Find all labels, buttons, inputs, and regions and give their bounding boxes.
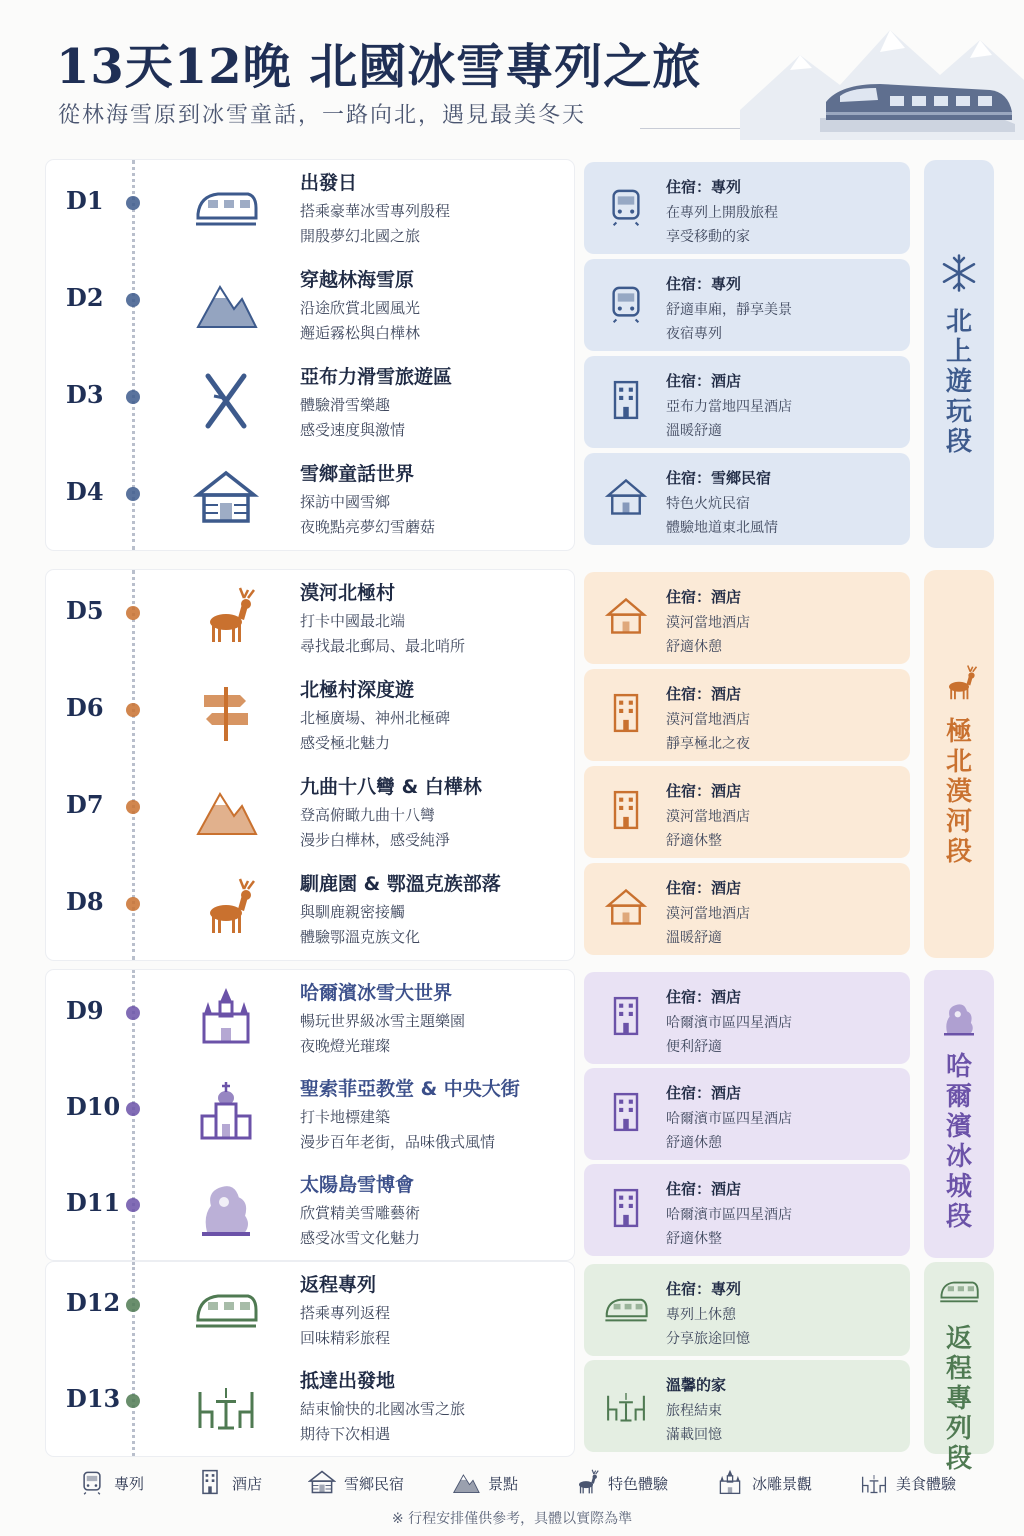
timeline-dot <box>126 293 140 307</box>
ski-icon <box>191 368 261 432</box>
snow-sculpture-icon <box>191 1176 261 1240</box>
segment-label <box>924 570 994 958</box>
segment-label <box>924 1262 994 1474</box>
activity-title: 返程專列 <box>300 1274 377 1296</box>
activity-line: 夜晚點亮夢幻雪蘑菇 <box>300 518 436 536</box>
stay-line: 特色火炕民宿 <box>666 496 750 512</box>
mountain-icon <box>452 1468 480 1496</box>
activity-title: 聖索菲亞教堂 & 中央大街 <box>300 1078 520 1100</box>
stay-title: 住宿：酒店 <box>666 988 742 1006</box>
train-icon <box>191 174 261 238</box>
timeline-dot <box>126 897 140 911</box>
activity-title: 穿越林海雪原 <box>300 269 415 291</box>
stay-card <box>584 162 910 254</box>
activity-line: 漫步百年老街，品味俄式風情 <box>300 1133 496 1151</box>
activity-title: 九曲十八彎 & 白樺林 <box>300 776 482 798</box>
day-row <box>46 667 910 763</box>
stay-line: 哈爾濱市區四星酒店 <box>666 1015 792 1031</box>
stay-title: 住宿：專列 <box>666 275 742 293</box>
day-row <box>46 160 910 256</box>
hotel-icon <box>604 1186 648 1230</box>
timeline-dot <box>126 487 140 501</box>
day-row <box>46 861 910 957</box>
mountain-icon <box>191 271 261 335</box>
timeline-dot <box>126 1006 140 1020</box>
stay-line: 漠河當地酒店 <box>666 615 750 631</box>
stay-line: 在專列上開殷旅程 <box>666 205 778 221</box>
segment-title: 返程專列段 <box>945 1324 972 1474</box>
dining-icon <box>191 1372 261 1436</box>
legend-label: 專列 <box>114 1475 145 1493</box>
hotel-icon <box>604 691 648 735</box>
day-number: D10 <box>66 1092 121 1121</box>
stay-title: 住宿：雪鄉民宿 <box>666 469 772 487</box>
cabin-icon <box>308 1468 336 1496</box>
day-number: D6 <box>66 693 104 722</box>
stay-line: 滿載回憶 <box>666 1427 722 1443</box>
activity-title: 雪鄉童話世界 <box>300 463 415 485</box>
stay-line: 體驗地道東北風情 <box>666 520 778 536</box>
timeline-dot <box>126 1102 140 1116</box>
stay-line: 哈爾濱市區四星酒店 <box>666 1111 792 1127</box>
stay-card <box>584 1164 910 1256</box>
activity-line: 北極廣場、神州北極碑 <box>300 709 451 727</box>
day-number: D13 <box>66 1384 121 1413</box>
house-icon <box>604 475 648 519</box>
segment-label <box>924 160 994 548</box>
stay-title: 住宿：酒店 <box>666 879 742 897</box>
day-number: D4 <box>66 477 104 506</box>
stay-line: 溫暖舒適 <box>666 930 722 946</box>
day-row <box>46 1358 910 1454</box>
segment-title: 極北漠河段 <box>945 717 972 867</box>
deer-icon <box>939 663 979 703</box>
legend-label: 冰雕景觀 <box>752 1475 813 1493</box>
stay-line: 舒適休憩 <box>666 1135 722 1151</box>
legend-label: 美食體驗 <box>896 1475 957 1493</box>
stay-title: 住宿：酒店 <box>666 1084 742 1102</box>
legend-label: 特色體驗 <box>608 1475 669 1493</box>
hotel-icon <box>604 994 648 1038</box>
ice-castle-icon <box>191 984 261 1048</box>
day-row <box>46 451 910 547</box>
timeline-dot <box>126 606 140 620</box>
activity-title: 哈爾濱冰雪大世界 <box>300 982 453 1004</box>
legend-label: 景點 <box>488 1475 519 1493</box>
stay-title: 住宿：酒店 <box>666 782 742 800</box>
dining-icon <box>860 1468 888 1496</box>
train-icon <box>939 1270 979 1310</box>
stay-line: 靜享極北之夜 <box>666 736 750 752</box>
stay-card <box>584 669 910 761</box>
day-number: D1 <box>66 186 104 215</box>
stay-line: 舒適休整 <box>666 833 722 849</box>
stay-line: 舒適休整 <box>666 1231 722 1247</box>
deer-icon <box>191 584 261 648</box>
stay-title: 住宿：酒店 <box>666 1180 742 1198</box>
snowy-mountains-train-illustration <box>740 0 1024 140</box>
dining-icon <box>604 1382 648 1426</box>
stay-card <box>584 453 910 545</box>
mountain-icon <box>191 778 261 842</box>
snowflake-icon <box>939 253 979 293</box>
ice-sculpture-icon <box>939 998 979 1038</box>
stay-card <box>584 766 910 858</box>
stay-line: 夜宿專列 <box>666 326 722 342</box>
timeline-dot <box>126 703 140 717</box>
house-icon <box>604 594 648 638</box>
activity-line: 感受速度與激情 <box>300 421 406 439</box>
cabin-icon <box>191 465 261 529</box>
activity-line: 結束愉快的北國冰雪之旅 <box>300 1400 466 1418</box>
day-row <box>46 1262 910 1358</box>
stay-card <box>584 572 910 664</box>
stay-line: 便利舒適 <box>666 1039 722 1055</box>
day-number: D9 <box>66 996 104 1025</box>
stay-card <box>584 972 910 1064</box>
activity-line: 欣賞精美雪雕藝術 <box>300 1204 421 1222</box>
activity-title: 亞布力滑雪旅遊區 <box>300 366 453 388</box>
hotel-icon <box>604 378 648 422</box>
stay-line: 亞布力當地四星酒店 <box>666 399 792 415</box>
train-icon <box>191 1276 261 1340</box>
segment-title: 北上遊玩段 <box>945 307 972 457</box>
stay-line: 漠河當地酒店 <box>666 809 750 825</box>
reindeer-icon <box>191 875 261 939</box>
timeline-dot <box>126 1198 140 1212</box>
stay-line: 旅程結束 <box>666 1403 722 1419</box>
day-row <box>46 257 910 353</box>
stay-line: 舒適休憩 <box>666 639 722 655</box>
train-icon <box>604 1286 648 1330</box>
activity-line: 登高俯瞰九曲十八彎 <box>300 806 436 824</box>
church-icon <box>191 1080 261 1144</box>
activity-line: 體驗滑雪樂趣 <box>300 396 391 414</box>
stay-line: 漠河當地酒店 <box>666 712 750 728</box>
activity-line: 打卡地標建築 <box>300 1108 391 1126</box>
activity-line: 尋找最北郵局、最北哨所 <box>300 637 466 655</box>
activity-line: 沿途欣賞北國風光 <box>300 299 421 317</box>
activity-line: 暢玩世界級冰雪主題樂園 <box>300 1012 466 1030</box>
timeline-dot <box>126 1298 140 1312</box>
deer-icon <box>572 1468 600 1496</box>
activity-title: 北極村深度遊 <box>300 679 415 701</box>
activity-line: 搭乘專列返程 <box>300 1304 391 1322</box>
timeline-dot <box>126 1394 140 1408</box>
day-row <box>46 570 910 666</box>
page-title: 13天12晚 北國冰雪專列之旅 <box>56 39 702 95</box>
day-row <box>46 764 910 860</box>
day-number: D7 <box>66 790 104 819</box>
header <box>0 0 1024 150</box>
stay-line: 溫暖舒適 <box>666 423 722 439</box>
day-number: D5 <box>66 596 104 625</box>
stay-title: 住宿：專列 <box>666 178 742 196</box>
day-row <box>46 1162 910 1258</box>
legend-label: 雪鄉民宿 <box>344 1475 405 1493</box>
stay-card <box>584 1068 910 1160</box>
activity-line: 夜晚燈光璀璨 <box>300 1037 391 1055</box>
activity-line: 與馴鹿親密接觸 <box>300 903 406 921</box>
train-front-icon <box>604 184 648 228</box>
hotel-icon <box>196 1468 224 1496</box>
stay-card <box>584 1360 910 1452</box>
stay-line: 漠河當地酒店 <box>666 906 750 922</box>
stay-card <box>584 1264 910 1356</box>
page-subtitle: 從林海雪原到冰雪童話，一路向北，遇見最美冬天 <box>58 103 587 128</box>
activity-line: 搭乘豪華冰雪專列殷程 <box>300 202 451 220</box>
stay-title: 住宿：酒店 <box>666 372 742 390</box>
stay-card <box>584 863 910 955</box>
activity-title: 抵達出發地 <box>300 1370 396 1392</box>
activity-title: 太陽島雪博會 <box>300 1174 415 1196</box>
stay-title: 住宿：專列 <box>666 1280 742 1298</box>
stay-title: 住宿：酒店 <box>666 685 742 703</box>
stay-line: 專列上休憩 <box>666 1307 736 1323</box>
ice-castle-icon <box>716 1468 744 1496</box>
day-row <box>46 970 910 1066</box>
day-number: D8 <box>66 887 104 916</box>
timeline-dot <box>126 800 140 814</box>
stay-card <box>584 259 910 351</box>
day-row <box>46 354 910 450</box>
day-number: D12 <box>66 1288 121 1317</box>
day-number: D11 <box>66 1188 121 1217</box>
activity-line: 打卡中國最北端 <box>300 612 406 630</box>
stay-card <box>584 356 910 448</box>
stay-line: 享受移動的家 <box>666 229 750 245</box>
activity-line: 開殷夢幻北國之旅 <box>300 227 421 245</box>
timeline-dot <box>126 196 140 210</box>
activity-line: 感受冰雪文化魅力 <box>300 1229 421 1247</box>
timeline-dot <box>126 390 140 404</box>
segment-label <box>924 970 994 1258</box>
stay-line: 分享旅途回憶 <box>666 1331 750 1347</box>
hotel-icon <box>604 788 648 832</box>
activity-title: 漠河北極村 <box>300 582 396 604</box>
day-number: D3 <box>66 380 104 409</box>
stay-title: 溫馨的家 <box>666 1376 727 1394</box>
activity-line: 邂逅霧松與白樺林 <box>300 324 421 342</box>
activity-title: 馴鹿園 & 鄂溫克族部落 <box>300 873 501 895</box>
activity-title: 出發日 <box>300 172 358 194</box>
day-row <box>46 1066 910 1162</box>
legend <box>0 1462 1024 1502</box>
activity-line: 探訪中國雪鄉 <box>300 493 391 511</box>
hotel-icon <box>604 1090 648 1134</box>
day-number: D2 <box>66 283 104 312</box>
activity-line: 體驗鄂溫克族文化 <box>300 928 421 946</box>
legend-label: 酒店 <box>232 1475 263 1493</box>
activity-line: 期待下次相遇 <box>300 1425 391 1443</box>
footnote: ※ 行程安排僅供參考，具體以實際為準 <box>391 1511 633 1527</box>
segment-title: 哈爾濱冰城段 <box>945 1052 972 1232</box>
train-front-icon <box>604 281 648 325</box>
activity-line: 回味精彩旅程 <box>300 1329 391 1347</box>
house-icon <box>604 885 648 929</box>
train-front-icon <box>78 1468 106 1496</box>
activity-line: 感受極北魅力 <box>300 734 391 752</box>
stay-title: 住宿：酒店 <box>666 588 742 606</box>
stay-line: 哈爾濱市區四星酒店 <box>666 1207 792 1223</box>
activity-line: 漫步白樺林，感受純淨 <box>300 831 451 849</box>
stay-line: 舒適車廂，靜享美景 <box>666 302 792 318</box>
signpost-icon <box>191 681 261 745</box>
